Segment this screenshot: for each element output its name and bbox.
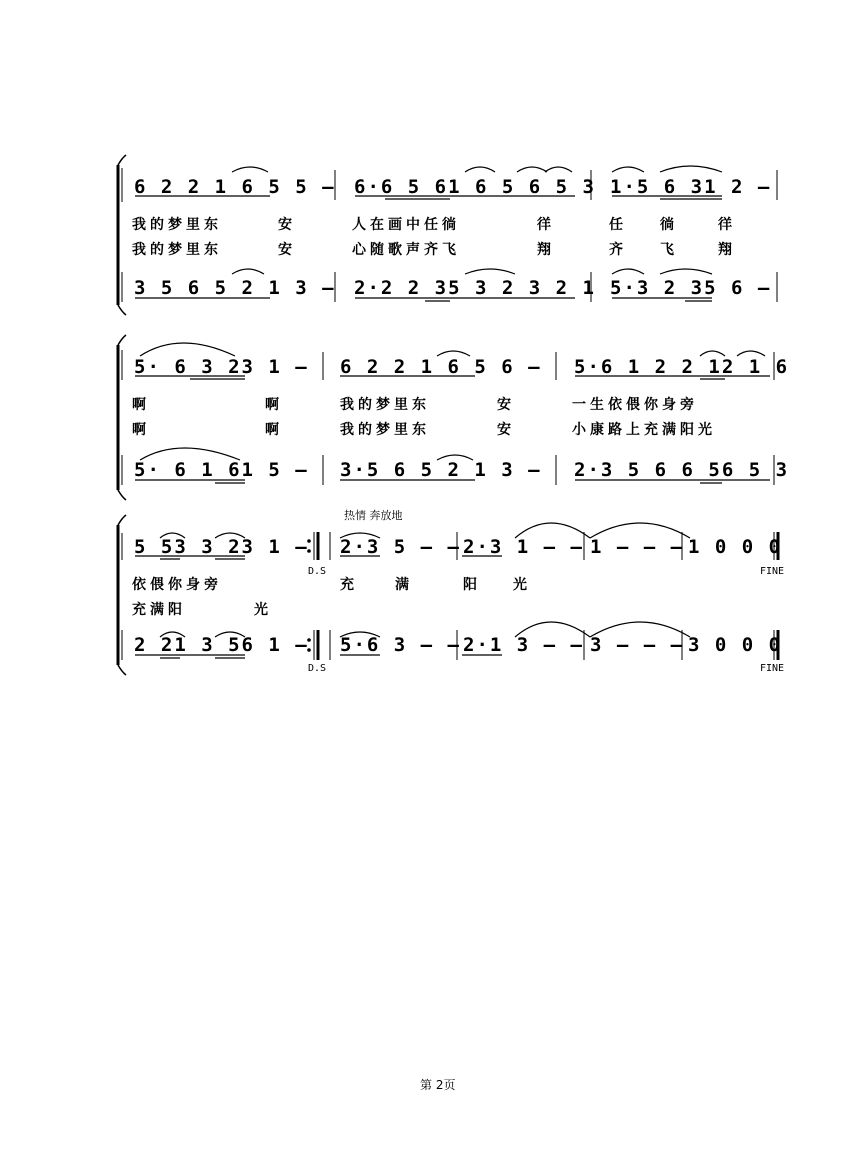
- s2-lyric1-d: 安: [497, 397, 515, 413]
- ds-mark-upper: D.S: [308, 566, 327, 577]
- s1-lyric2-e: 齐: [609, 242, 627, 258]
- s3-lyric2-a: 充满阳: [132, 602, 186, 618]
- s1-lower-m2: 2·2 2 35 3 2 3 2 1: [354, 277, 596, 299]
- s3-lyric1-c: 满: [395, 577, 413, 593]
- s3-upper-m3: 2·3 1 – –: [463, 536, 584, 558]
- fine-mark-upper: FINE: [760, 566, 785, 577]
- s3-lower-m3: 2·1 3 – –: [463, 634, 584, 656]
- s2-lyric2-b: 啊: [265, 422, 283, 438]
- s1-upper-m1: 6 2 2 1 6 5 5 –: [134, 176, 336, 198]
- s1-lyric2-g: 翔: [718, 242, 736, 258]
- s1-lyric1-f: 徜: [660, 217, 678, 233]
- s1-lyric1-g: 徉: [718, 217, 736, 233]
- s1-upper-m2: 6·6 5 61 6 5 6 5 3: [354, 176, 596, 198]
- s3-lower-m4: 3 – – –: [590, 634, 685, 656]
- s1-lyric2-a: 我的梦里东: [132, 242, 222, 258]
- s1-lyric2-d: 翔: [537, 242, 555, 258]
- s2-lower-m2: 3·5 6 5 2 1 3 –: [340, 459, 542, 481]
- s1-lyric1-c: 人在画中任徜: [352, 217, 460, 233]
- s1-lyric1-b: 安: [278, 217, 296, 233]
- s3-lyric1-d: 阳: [463, 577, 481, 593]
- s2-lyric1-c: 我的梦里东: [340, 397, 430, 413]
- s2-lyric1-e: 一生依偎你身旁: [572, 397, 698, 413]
- s2-lower-m1: 5· 6 1 61 5 –: [134, 459, 309, 481]
- s1-lower-m1: 3 5 6 5 2 1 3 –: [134, 277, 336, 299]
- s3-lyric2-b: 光: [254, 602, 272, 618]
- s3-upper-m5: 1 0 0 0: [688, 536, 783, 558]
- ds-mark-lower: D.S: [308, 663, 327, 674]
- s3-upper-m4: 1 – – –: [590, 536, 685, 558]
- s3-upper-m1: 5 53 3 23 1 –: [134, 536, 309, 558]
- s3-upper-m2: 2·3 5 – –: [340, 536, 461, 558]
- s2-lower-m3: 2·3 5 6 6 56 5 3: [574, 459, 790, 481]
- s2-upper-m3: 5·6 1 2 2 12 1 6: [574, 356, 790, 378]
- s1-upper-m3: 1·5 6 31 2 –: [610, 176, 772, 198]
- s3-lyric1-a: 依偎你身旁: [132, 577, 222, 593]
- s3-lower-m5: 3 0 0 0: [688, 634, 783, 656]
- s2-lyric1-b: 啊: [265, 397, 283, 413]
- s3-lower-m2: 5·6 3 – –: [340, 634, 461, 656]
- page-number: 第 2页: [420, 1078, 456, 1092]
- expression-mark: 热情 奔放地: [344, 509, 403, 522]
- s1-lyric2-c: 心随歌声齐飞: [352, 242, 460, 258]
- s2-upper-m2: 6 2 2 1 6 5 6 –: [340, 356, 542, 378]
- s1-lyric1-a: 我的梦里东: [132, 217, 222, 233]
- s3-lyric1-b: 充: [340, 577, 358, 593]
- s2-lyric1-a: 啊: [132, 397, 150, 413]
- s1-lyric1-e: 任: [609, 217, 627, 233]
- s1-lower-m3: 5·3 2 35 6 –: [610, 277, 772, 299]
- s3-lyric1-e: 光: [513, 577, 531, 593]
- s1-lyric1-d: 徉: [537, 217, 555, 233]
- s2-upper-m1: 5· 6 3 23 1 –: [134, 356, 309, 378]
- s3-lower-m1: 2 21 3 56 1 –: [134, 634, 309, 656]
- s2-lyric2-a: 啊: [132, 422, 150, 438]
- s2-lyric2-e: 小康路上充满阳光: [572, 422, 716, 438]
- s1-lyric2-b: 安: [278, 242, 296, 258]
- s1-lyric2-f: 飞: [660, 242, 678, 258]
- fine-mark-lower: FINE: [760, 663, 785, 674]
- s2-lyric2-c: 我的梦里东: [340, 422, 430, 438]
- s2-lyric2-d: 安: [497, 422, 515, 438]
